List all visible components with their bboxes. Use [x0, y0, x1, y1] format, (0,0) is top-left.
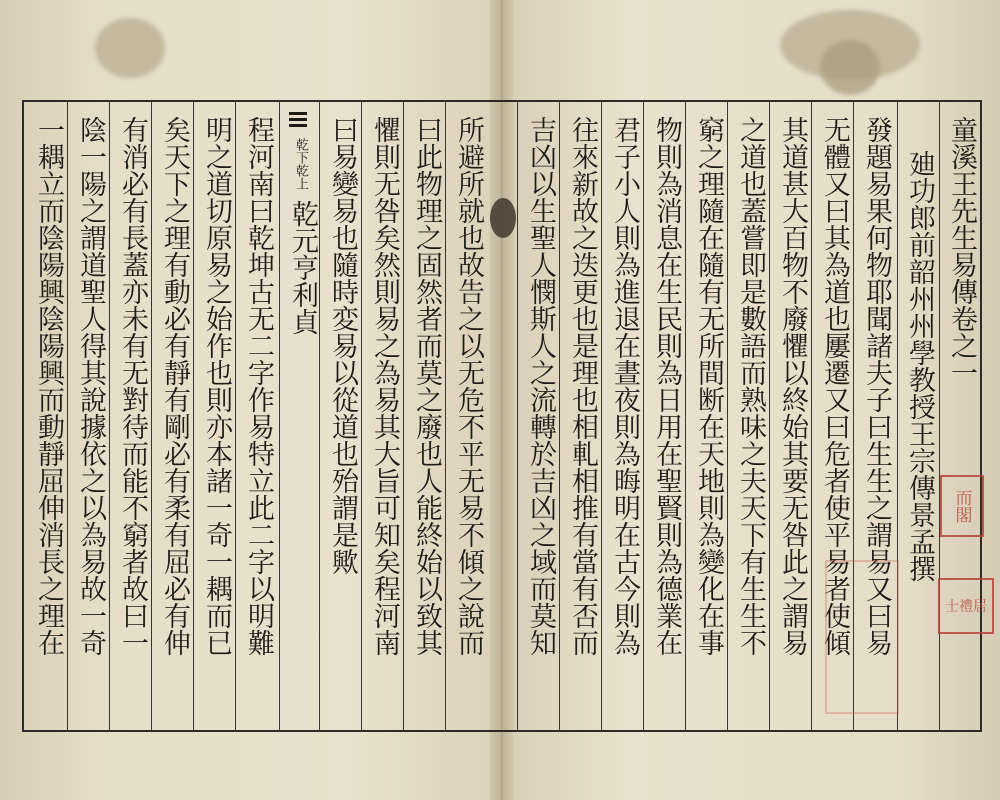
text-column: 曰此物理之固然者而莫之廢也人能終始以致其 [411, 116, 442, 656]
text-column: 懼則无咎矣然則易之為易其大旨可知矣程河南 [369, 116, 400, 656]
text-column: 曰易變易也隨時変易以從道也殆謂是歟 [327, 116, 358, 575]
faded-seal-stamp [825, 560, 899, 714]
hexagram-label: 乾下乾上 [293, 138, 308, 190]
seal-stamp: 而閣 [940, 475, 984, 537]
text-column: 有消必有長蓋亦未有无對待而能不窮者故曰一 [117, 116, 148, 656]
text-column: 明之道切原易之始作也則亦本諸一奇一耦而已 [201, 116, 232, 656]
water-stain [95, 18, 165, 78]
text-column: 其道甚大百物不廢懼以終始其要无咎此之謂易 [777, 116, 808, 656]
book-title: 童溪王先生易傳卷之一 [946, 116, 977, 386]
text-column: 矣天下之理有動必有靜有剛必有柔有屈必有伸 [159, 116, 190, 656]
text-column: 陰一陽之謂道聖人得其說據依之以為易故一奇 [75, 116, 106, 656]
text-column: 所避所就也故告之以无危不平无易不傾之說而 [453, 116, 484, 656]
text-column: 程河南曰乾坤古无二字作易特立此二字以明難 [243, 116, 274, 656]
text-column: 物則為消息在生民則為日用在聖賢則為德業在 [651, 116, 682, 656]
text-column: 一耦立而陰陽興陰陽興而動靜屈伸消長之理在 [33, 116, 64, 656]
water-stain [820, 40, 880, 95]
hexagram-icon [289, 112, 307, 134]
text-column: 往來新故之迭更也是理也相軋相推有當有否而 [567, 116, 598, 656]
text-column: 之道也蓋嘗即是數語而熟味之夫天下有生生不 [735, 116, 766, 656]
text-column: 无體又曰其為道也屢遷又曰危者使平易者使傾 [819, 116, 850, 656]
text-column: 君子小人則為進退在晝夜則為晦明在古今則為 [609, 116, 640, 656]
text-column: 吉凶以生聖人憫斯人之流轉於吉凶之域而莫知 [525, 116, 556, 656]
author-line: 廸功郎前韶州州學教授王宗傳景孟撰 [904, 150, 935, 582]
text-column: 窮之理隨在隨有无所間断在天地則為變化在事 [693, 116, 724, 656]
hexagram-heading: 乾元亨利貞 [287, 200, 318, 335]
seal-stamp: 士禮居 [938, 578, 994, 634]
text-column: 發題易果何物耶聞諸夫子曰生生之謂易又曰易 [861, 116, 892, 656]
